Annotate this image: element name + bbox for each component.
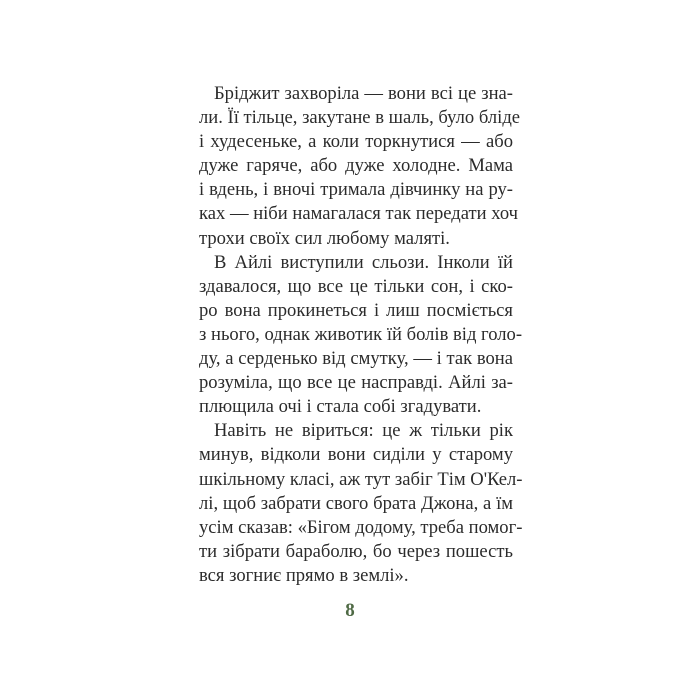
- body-text: [199, 82, 523, 588]
- text-line: трохи своїх сил любому маляті.: [199, 227, 450, 249]
- page-number: 8: [345, 600, 355, 621]
- text-line: з нього, однак животик їй болів від голо-: [199, 323, 523, 345]
- text-line: Навіть не віриться: це ж тільки рік: [214, 420, 513, 442]
- text-line: усім сказав: «Бігом додому, треба помог-: [199, 516, 523, 538]
- text-line: дуже гаряче, або дуже холодне. Мама: [199, 155, 513, 177]
- paragraph-2: [199, 251, 523, 420]
- text-line: і вдень, і вночі тримала дівчинку на ру-: [199, 179, 513, 201]
- text-line: Бріджит захворіла — вони всі це зна-: [214, 83, 513, 104]
- paragraph-1: [199, 82, 521, 251]
- text-line: ти зібрати бараболю, бо через пошесть: [199, 540, 513, 562]
- text-line: шкільному класі, аж тут забіг Тім О'Кел-: [199, 468, 523, 490]
- paragraph-3: [199, 419, 523, 588]
- text-line: ду, а серденько від смутку, — і так вона: [199, 348, 513, 370]
- text-line: ли. Її тільце, закутане в шаль, було бліде: [199, 107, 521, 129]
- text-line: лі, щоб забрати свого брата Джона, а їм: [199, 492, 513, 514]
- text-line: плющила очі і стала собі згадувати.: [199, 396, 482, 418]
- text-line: ро вона прокинеться і лиш посміється: [199, 299, 513, 321]
- text-line: ках — ніби намагалася так передати хоч: [199, 203, 518, 225]
- text-line: розуміла, що все це насправді. Айлі за-: [199, 372, 513, 394]
- text-line: і худесеньке, а коли торкнутися — або: [199, 131, 513, 153]
- text-line: минув, відколи вони сиділи у старому: [199, 444, 513, 466]
- text-line: вся зогниє прямо в землі».: [199, 564, 409, 586]
- text-line: В Айлі виступили сльози. Інколи їй: [214, 251, 513, 273]
- text-line: здавалося, що все це тільки сон, і ско-: [199, 275, 513, 297]
